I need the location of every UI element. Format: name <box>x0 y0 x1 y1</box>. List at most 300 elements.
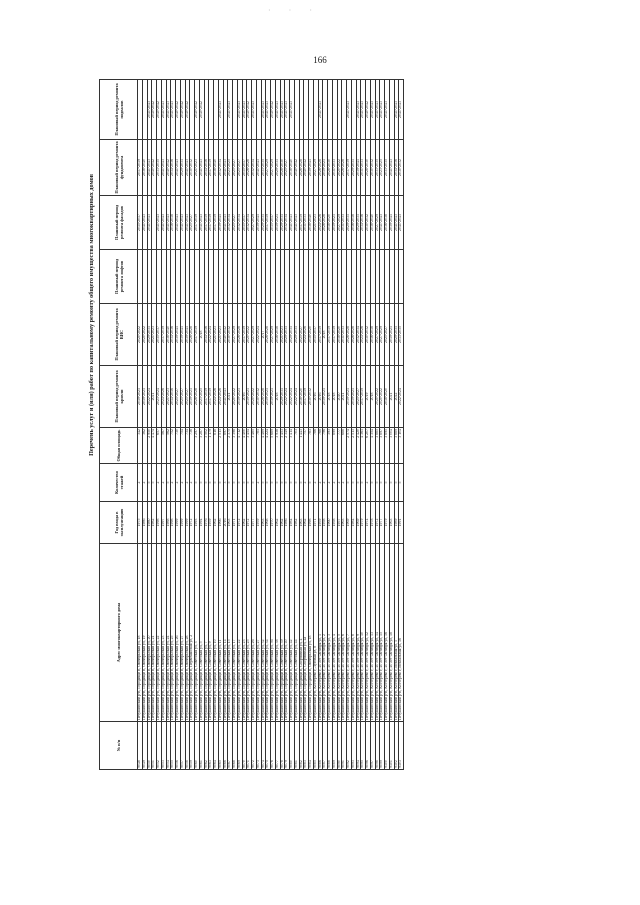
table-cell: 2035-2037 <box>157 304 162 366</box>
table-cell: 1963 <box>389 502 394 544</box>
table-cell: 2026-2028 <box>351 304 356 366</box>
table-cell: 2025-2027 <box>180 366 185 428</box>
table-cell: 2017-2019 <box>209 140 214 196</box>
table-cell: 5 <box>375 464 380 502</box>
table-cell: 9080 <box>290 722 295 770</box>
table-cell: 9079 <box>285 722 290 770</box>
table-cell: 2032-2034 <box>228 196 233 250</box>
table-cell: 3 297 <box>195 428 200 464</box>
table-cell: 2016 <box>313 366 318 428</box>
table-cell: 2041-2043 <box>223 140 228 196</box>
table-cell: 5 <box>252 464 257 502</box>
table-cell: 2041-2043 <box>223 366 228 428</box>
table-cell: 2029-2031 <box>285 304 290 366</box>
table-cell: Петушинский р-н, Костерево г, 40 лет Октября ул, 18 <box>389 544 394 722</box>
table-cell: 1957 <box>337 502 342 544</box>
table-cell: 4 224 <box>266 428 271 464</box>
table-cell: Петушинский р-н, Городищи п, Советская ул, 39 <box>280 544 285 722</box>
table-cell: 2041-2043 <box>176 196 181 250</box>
table-cell: 2027-2029 <box>380 304 385 366</box>
table-cell: 9103 <box>399 722 404 770</box>
table-cell: 2018 <box>328 366 333 428</box>
table-cell: 9065 <box>218 722 223 770</box>
table-cell: 2041-2043 <box>385 80 390 140</box>
table-cell: 9051 <box>152 722 157 770</box>
table-cell: 2032-2034 <box>218 140 223 196</box>
table-cell: 2 <box>157 464 162 502</box>
table-cell: 2027-2029 <box>313 140 318 196</box>
table-cell: 2017-2019 <box>266 196 271 250</box>
table-cell: Петушинский р-н, Городищи п, Октябрьская ул, 22 <box>157 544 162 722</box>
table-cell: 2019-2021 <box>323 366 328 428</box>
table-cell: 2 <box>171 464 176 502</box>
table-cell: 2016 <box>242 366 247 428</box>
table-cell: 2027-2029 <box>252 196 257 250</box>
table-cell: 2025-2027 <box>190 196 195 250</box>
table-cell: 3 <box>223 464 228 502</box>
table-cell: Петушинский р-н, Костерево г, Луговая ул, 8 <box>313 544 318 722</box>
table-cell: 5 <box>347 464 352 502</box>
table-cell: 2041-2043 <box>389 140 394 196</box>
table-cell: 2 <box>256 464 261 502</box>
table-cell: 2017-2019 <box>332 304 337 366</box>
table-cell: 2041-2043 <box>399 80 404 140</box>
table-cell: 2027-2029 <box>271 304 276 366</box>
table-cell: 2040-2042 <box>294 140 299 196</box>
table-cell: 2023-2025 <box>199 366 204 428</box>
table-cell: 2041-2043 <box>171 80 176 140</box>
table-cell: 1 179 <box>209 428 214 464</box>
table-cell: 1977 <box>380 502 385 544</box>
table-cell: 1999 <box>180 502 185 544</box>
table-cell: Петушинский р-н, Костерево г, 40 лет Октября ул, 13 <box>370 544 375 722</box>
table-cell: 2039-2041 <box>389 196 394 250</box>
table-cell: 9095 <box>361 722 366 770</box>
table-cell: 2017-2019 <box>299 196 304 250</box>
table-cell: 5 <box>218 464 223 502</box>
table-cell: 1962 <box>304 502 309 544</box>
table-cell: 777 <box>337 428 342 464</box>
table-cell: 2018 <box>199 304 204 366</box>
table-cell: 2041-2043 <box>157 196 162 250</box>
table-cell: 2025-2027 <box>285 140 290 196</box>
table-cell: 2029-2031 <box>356 196 361 250</box>
table-cell: 2025-2027 <box>176 366 181 428</box>
table-cell: Петушинский р-н, Городищи п, Советская ул, 10 <box>214 544 219 722</box>
table-cell: 2023-2024 <box>157 366 162 428</box>
table-cell: 2041-2043 <box>318 80 323 140</box>
table-cell: 2024-2026 <box>161 366 166 428</box>
table-cell: 2041-2043 <box>266 80 271 140</box>
table-cell: Петушинский р-н, Городищи п, Спортивная ул, 4 <box>299 544 304 722</box>
table-cell: 2021-2023 <box>166 366 171 428</box>
table-cell: 2034-2036 <box>394 140 399 196</box>
table-cell: 5 <box>389 464 394 502</box>
table-cell: 1963 <box>299 502 304 544</box>
table-cell: 2041-2043 <box>375 80 380 140</box>
table-cell: 2016-2018 <box>351 196 356 250</box>
table-cell: 1974 <box>366 502 371 544</box>
table-cell: 2017-2019 <box>209 366 214 428</box>
table-cell: 2029-2031 <box>275 140 280 196</box>
table-cell: 9086 <box>318 722 323 770</box>
table-cell: 2021-2023 <box>214 304 219 366</box>
table-cell: 2018 <box>275 366 280 428</box>
table-cell: 2026-2028 <box>261 366 266 428</box>
table-cell: 2041-2043 <box>252 80 257 140</box>
table-cell: 2038-2040 <box>142 140 147 196</box>
table-cell: 2041-2043 <box>161 80 166 140</box>
table-cell: 2025-2027 <box>299 304 304 366</box>
table-cell: 4 489 <box>261 428 266 464</box>
table-cell: Петушинский р-н, Костерево г, 40 лет Октября ул, 3 <box>328 544 333 722</box>
table-cell: 2041-2043 <box>275 80 280 140</box>
table-cell: Петушинский р-н, Городищи п, Советская ул, 40 <box>285 544 290 722</box>
table-cell: 5 <box>247 464 252 502</box>
table-cell: 5 <box>290 464 295 502</box>
table-cell: 786 <box>313 428 318 464</box>
table-cell: 1988 <box>166 502 171 544</box>
table-cell: 2026-2028 <box>247 140 252 196</box>
document-title: Перечень услуг и (или) работ по капитальному ремонту общего имущества многоквартирных домов <box>88 174 95 456</box>
table-cell: 4 361 <box>361 428 366 464</box>
table-cell: 2041-2043 <box>394 196 399 250</box>
table-cell: 2041-2043 <box>361 80 366 140</box>
table-cell: 2 <box>190 464 195 502</box>
table-cell: 2020-2022 <box>337 140 342 196</box>
table-cell: 1972 <box>190 502 195 544</box>
table-cell: 2040-2042 <box>166 140 171 196</box>
table-cell: 5 <box>233 464 238 502</box>
table-cell: 1997 <box>161 502 166 544</box>
table-cell: 2029-2031 <box>351 140 356 196</box>
table-cell: 2 <box>313 464 318 502</box>
table-cell: 2032-2034 <box>285 196 290 250</box>
table-cell: 5 <box>356 464 361 502</box>
table-cell: Петушинский р-н, Городищи п, Октябрьская ул, 25 <box>171 544 176 722</box>
table-cell: 9069 <box>237 722 242 770</box>
table-cell: Петушинский р-н, Костерево г, 40 лет Октября ул, 9 <box>356 544 361 722</box>
table-cell: 4 354 <box>370 428 375 464</box>
table-cell: 2022-2024 <box>290 366 295 428</box>
table-cell: 5 <box>152 464 157 502</box>
table-cell: 3 485 <box>252 428 257 464</box>
table-cell: 2019 <box>366 366 371 428</box>
table-cell: 2021-2023 <box>195 140 200 196</box>
table-cell: 2034-2036 <box>171 304 176 366</box>
table-cell: 2029-2031 <box>280 196 285 250</box>
table-cell: 9078 <box>280 722 285 770</box>
table-body <box>138 80 404 770</box>
table-cell: Петушинский р-н, Городищи п, Советская ул, 3 <box>195 544 200 722</box>
table-cell: 2031-2033 <box>332 140 337 196</box>
table-cell: 1982 <box>294 502 299 544</box>
table-cell: 2025-2027 <box>185 366 190 428</box>
table-cell: 2041-2043 <box>142 196 147 250</box>
table-cell: 2018 <box>323 304 328 366</box>
table-cell: 5 <box>209 464 214 502</box>
table-cell: 2039-2041 <box>256 196 261 250</box>
table-cell: 3 004 <box>389 428 394 464</box>
table-cell: 2019-2021 <box>275 196 280 250</box>
table-cell: 2041-2043 <box>356 80 361 140</box>
table-cell: 9066 <box>223 722 228 770</box>
table-cell: 2019-2021 <box>138 366 143 428</box>
table-cell: 2041-2043 <box>161 196 166 250</box>
table-cell: 2015-2017 <box>138 196 143 250</box>
table-cell: 5 <box>228 464 233 502</box>
table-cell: 3 454 <box>247 428 252 464</box>
table-cell: 2034-2036 <box>171 140 176 196</box>
table-cell: 9081 <box>294 722 299 770</box>
table-cell: 3 885 <box>375 428 380 464</box>
table-cell: 3 414 <box>290 428 295 464</box>
table-cell: 2040-2042 <box>180 80 185 140</box>
table-cell: 9101 <box>389 722 394 770</box>
table-cell: 2041-2043 <box>161 140 166 196</box>
table-cell: 2041-2043 <box>280 80 285 140</box>
table-cell: 2 420 <box>356 428 361 464</box>
table-cell: 2027-2029 <box>266 140 271 196</box>
table-cell: 2041-2043 <box>242 80 247 140</box>
table-cell: 2024-2026 <box>318 196 323 250</box>
table-cell: 9050 <box>147 722 152 770</box>
table-cell: 2027-2029 <box>337 196 342 250</box>
table-cell: 9089 <box>332 722 337 770</box>
table-cell: 796 <box>323 428 328 464</box>
table-cell: Петушинский р-н, Костерево г, 40 лет Октября ул, 4 <box>332 544 337 722</box>
table-cell: 2027-2029 <box>375 304 380 366</box>
table-cell: Петушинский р-н, Костерево г, 40 лет Октября ул, 7 <box>347 544 352 722</box>
table-cell: 2041-2043 <box>218 80 223 140</box>
table-cell: 2019-2021 <box>323 140 328 196</box>
table-cell: 1959 <box>256 502 261 544</box>
table-cell: 2 <box>304 464 309 502</box>
col-header-address: Адрес многоквартирного дома <box>100 544 138 722</box>
table-cell: 2014-2016 <box>204 140 209 196</box>
table-cell: Петушинский р-н, Городищи п, Октябрьская ул, 24 <box>166 544 171 722</box>
table-cell: 1977 <box>252 502 257 544</box>
table-cell: 2041-2043 <box>185 196 190 250</box>
table-cell: 2032-2034 <box>252 140 257 196</box>
table-cell: 2017 <box>261 304 266 366</box>
table-cell: 2040-2042 <box>199 80 204 140</box>
table-cell: 2 <box>142 464 147 502</box>
table-cell: 2039-2041 <box>309 140 314 196</box>
col-header-facade: Плановый период ремонта фасадов <box>100 196 138 250</box>
table-cell: Петушинский р-н, Городищи п, Советская ул, 22 <box>237 544 242 722</box>
table-cell: 2040-2042 <box>304 140 309 196</box>
table-cell: 9102 <box>394 722 399 770</box>
col-header-year: Год ввода в эксплуатацию <box>100 502 138 544</box>
table-cell: 2039-2041 <box>185 304 190 366</box>
page-number: 166 <box>313 55 327 65</box>
table-cell: 1966 <box>218 502 223 544</box>
table-cell: 2041-2043 <box>294 196 299 250</box>
table-cell: 1998 <box>309 502 314 544</box>
table-cell: 752 <box>171 428 176 464</box>
table-cell: 9084 <box>309 722 314 770</box>
table-cell: 2041-2043 <box>394 80 399 140</box>
col-header-roof: Плановый период ремонта кровли <box>100 366 138 428</box>
table-cell: 2040-2042 <box>176 80 181 140</box>
table-cell: 2 <box>323 464 328 502</box>
table-cell: Петушинский р-н, Городищи п, Советская ул, 17 <box>233 544 238 722</box>
table-cell: 3 895 <box>385 428 390 464</box>
table-cell: Петушинский р-н, Городищи п, Советская ул, 23 <box>242 544 247 722</box>
table-cell: 9087 <box>323 722 328 770</box>
table-cell: 9088 <box>328 722 333 770</box>
table-cell: 2020-2022 <box>138 304 143 366</box>
table-cell: 1962 <box>242 502 247 544</box>
table-cell: 2041-2043 <box>223 196 228 250</box>
table-cell: 2027-2029 <box>252 304 257 366</box>
table-cell: 5 <box>399 464 404 502</box>
table-cell: 2025-2027 <box>233 196 238 250</box>
table-cell: 1972 <box>375 502 380 544</box>
table-cell: 2029-2031 <box>394 304 399 366</box>
table-cell: Петушинский р-н, Костерево г, 40 лет Октября ул, 16 <box>385 544 390 722</box>
table-cell: 2033-2035 <box>375 140 380 196</box>
table-cell: 2 <box>337 464 342 502</box>
table-cell: 2019-2021 <box>237 366 242 428</box>
table-cell: 9092 <box>347 722 352 770</box>
table-cell: Петушинский р-н, Городищи п, Октябрьская ул, 21 <box>152 544 157 722</box>
table-cell: 1971 <box>233 502 238 544</box>
table-cell: 2021 <box>152 366 157 428</box>
table-cell: 5 <box>261 464 266 502</box>
table-cell: 2 950 <box>147 428 152 464</box>
table-cell: 5 <box>294 464 299 502</box>
table-cell: 1963 <box>342 502 347 544</box>
table-cell: 2029-2031 <box>347 196 352 250</box>
table-cell: 5 <box>361 464 366 502</box>
table-cell: 2038-2040 <box>370 196 375 250</box>
table-cell: 2 <box>366 464 371 502</box>
table-cell: 1984 <box>290 502 295 544</box>
table-cell: 2025-2027 <box>356 366 361 428</box>
table-cell: 2030-2032 <box>190 140 195 196</box>
table-cell: 754 <box>180 428 185 464</box>
table-cell: 2021-2023 <box>313 196 318 250</box>
table-cell: 2 513 <box>218 428 223 464</box>
table-cell: Петушинский р-н, Городищи п, Советская ул, 42 <box>290 544 295 722</box>
table-cell: 2041-2043 <box>147 196 152 250</box>
table-cell: 5 <box>370 464 375 502</box>
table-cell: 1969 <box>356 502 361 544</box>
col-header-number: № п/п <box>100 722 138 770</box>
table-cell: 2041-2043 <box>399 196 404 250</box>
table-cell: 5 <box>275 464 280 502</box>
table-cell: 5 <box>237 464 242 502</box>
table-cell: 2014-2016 <box>171 366 176 428</box>
table-cell: 9068 <box>233 722 238 770</box>
table-cell: 9060 <box>195 722 200 770</box>
table-cell: Петушинский р-н, Городищи п, Октябрьская ул, 23 <box>161 544 166 722</box>
table-cell: 2 <box>176 464 181 502</box>
table-cell: Петушинский р-н, Городищи п, Советская ул, 32 <box>261 544 266 722</box>
table-cell: 2016-2018 <box>171 196 176 250</box>
table-cell: 2041-2043 <box>237 80 242 140</box>
table-cell: 2015-2017 <box>313 304 318 366</box>
table-cell: Петушинский р-н, Городищи п, Октябрьская ул, 19 <box>142 544 147 722</box>
table-cell: 818 <box>214 428 219 464</box>
table-cell: 2018-2020 <box>385 366 390 428</box>
table-cell: 734 <box>185 428 190 464</box>
col-header-basement: Плановый период ремонта подвалов <box>100 80 138 140</box>
table-cell: Петушинский р-н, Городищи п, Октябрьская ул, 28 <box>185 544 190 722</box>
table-cell: 2019-2021 <box>190 366 195 428</box>
table-cell: Петушинский р-н, Костерево г, 40 лет Октября ул, 14 <box>375 544 380 722</box>
table-cell: 2021-2023 <box>280 304 285 366</box>
table-cell: 781 <box>256 428 261 464</box>
table-cell: 2026-2028 <box>299 140 304 196</box>
table-cell: 9062 <box>204 722 209 770</box>
table-cell: 2041-2043 <box>380 196 385 250</box>
table-cell: 2 <box>342 464 347 502</box>
table-cell: 2029-2031 <box>261 196 266 250</box>
table-cell: 2030-2032 <box>399 140 404 196</box>
table-cell: 2 574 <box>347 428 352 464</box>
table-cell: Петушинский р-н, Костерево г, 40 лет Октября ул, 5 <box>337 544 342 722</box>
table-cell: 2040-2042 <box>185 80 190 140</box>
table-cell: 2018-2020 <box>337 304 342 366</box>
table-cell: 1982 <box>152 502 157 544</box>
table-cell: 1958 <box>332 502 337 544</box>
table-cell: 1972 <box>237 502 242 544</box>
table-cell: Петушинский р-н, Городищи п, Первомайская ул, 2 <box>190 544 195 722</box>
table-cell: 2041-2043 <box>347 80 352 140</box>
table-cell: 2030-2032 <box>370 140 375 196</box>
table-cell: 1972 <box>247 502 252 544</box>
table-cell: 2018 <box>332 366 337 428</box>
table-cell: 2 513 <box>351 428 356 464</box>
table-cell: 1980 <box>147 502 152 544</box>
table-cell: Петушинский р-н, Городищи п, Советская ул, 14 <box>223 544 228 722</box>
table-cell: 1969 <box>347 502 352 544</box>
table-cell: 3 104 <box>399 428 404 464</box>
table-header-row <box>100 80 138 770</box>
table-cell: 1984 <box>351 502 356 544</box>
table-cell: 3 287 <box>199 428 204 464</box>
table-cell: Петушинский р-н, Городищи п, Советская ул, 7 <box>204 544 209 722</box>
table-cell: 2022-2024 <box>209 304 214 366</box>
table-cell: 2019-2021 <box>247 366 252 428</box>
table-cell: 9053 <box>161 722 166 770</box>
table-cell: Петушинский р-н, Городищи п, Советская ул, 44 <box>294 544 299 722</box>
table-cell: 1962 <box>280 502 285 544</box>
table-cell: 2023-2025 <box>228 140 233 196</box>
table-cell: 2014-2016 <box>204 304 209 366</box>
table-cell: 5 689 <box>271 428 276 464</box>
table-cell: 2020-2022 <box>142 304 147 366</box>
table-cell: 2030-2032 <box>228 304 233 366</box>
table-cell: 2026-2028 <box>195 366 200 428</box>
table-cell: 899 <box>332 428 337 464</box>
table-cell: 2016-2018 <box>275 304 280 366</box>
col-header-floors: Количество этажей <box>100 464 138 502</box>
table-cell: 1970 <box>271 502 276 544</box>
table-cell: 2025-2027 <box>233 140 238 196</box>
table-cell: 1960 <box>328 502 333 544</box>
table-cell: 1986 <box>142 502 147 544</box>
table-cell: 9070 <box>242 722 247 770</box>
table-cell: 2037-2039 <box>161 304 166 366</box>
table-cell: 2029-2031 <box>180 140 185 196</box>
scan-specks: · · · <box>268 6 320 15</box>
table-cell: 2017-2019 <box>204 196 209 250</box>
table-cell: 2020-2022 <box>252 366 257 428</box>
